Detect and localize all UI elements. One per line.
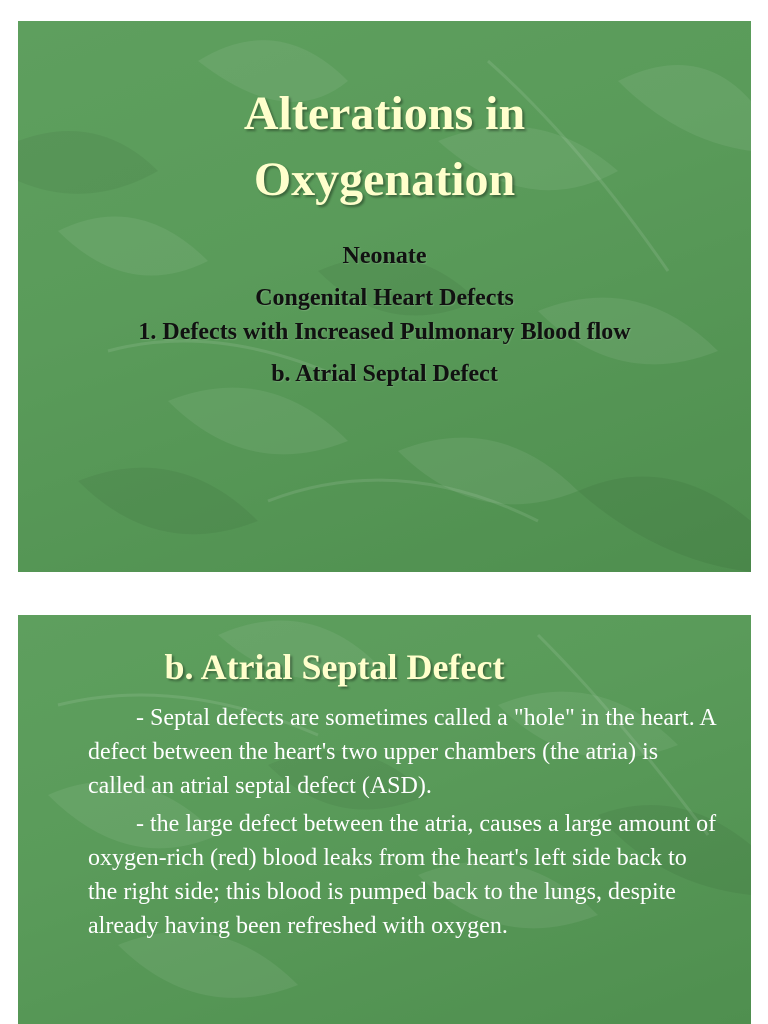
paragraph-large-defect: - the large defect between the atria, causes a large amount of oxygen-rich (red) blood leaks from the heart's left side back to the right side; this blood is pumped back to the lungs, despite already having been refreshed with oxygen. bbox=[88, 811, 717, 939]
subtitle-congenital-heart-defects: Congenital Heart Defects bbox=[255, 285, 514, 311]
subtitle-atrial-septal-defect: b. Atrial Septal Defect bbox=[271, 361, 498, 387]
slide-title bbox=[18, 81, 751, 213]
slide-2 bbox=[18, 615, 751, 1024]
slide-title-line-1: Alterations in bbox=[243, 87, 526, 140]
slide-2-title: b. Atrial Septal Defect bbox=[164, 647, 505, 687]
subtitle-defects-increased-flow: 1. Defects with Increased Pulmonary Blood flow bbox=[138, 319, 631, 345]
subtitle-neonate: Neonate bbox=[342, 243, 427, 269]
slide-title-line-2: Oxygenation bbox=[253, 153, 516, 206]
paragraph-septal-defects: - Septal defects are sometimes called a "hole" in the heart. A defect between the heart's two upper chambers (the atria) is called an atrial septal defect (ASD). bbox=[88, 705, 716, 799]
slide-2-body bbox=[88, 701, 718, 947]
slide-1 bbox=[18, 21, 751, 572]
slide-subtitles bbox=[18, 239, 751, 391]
